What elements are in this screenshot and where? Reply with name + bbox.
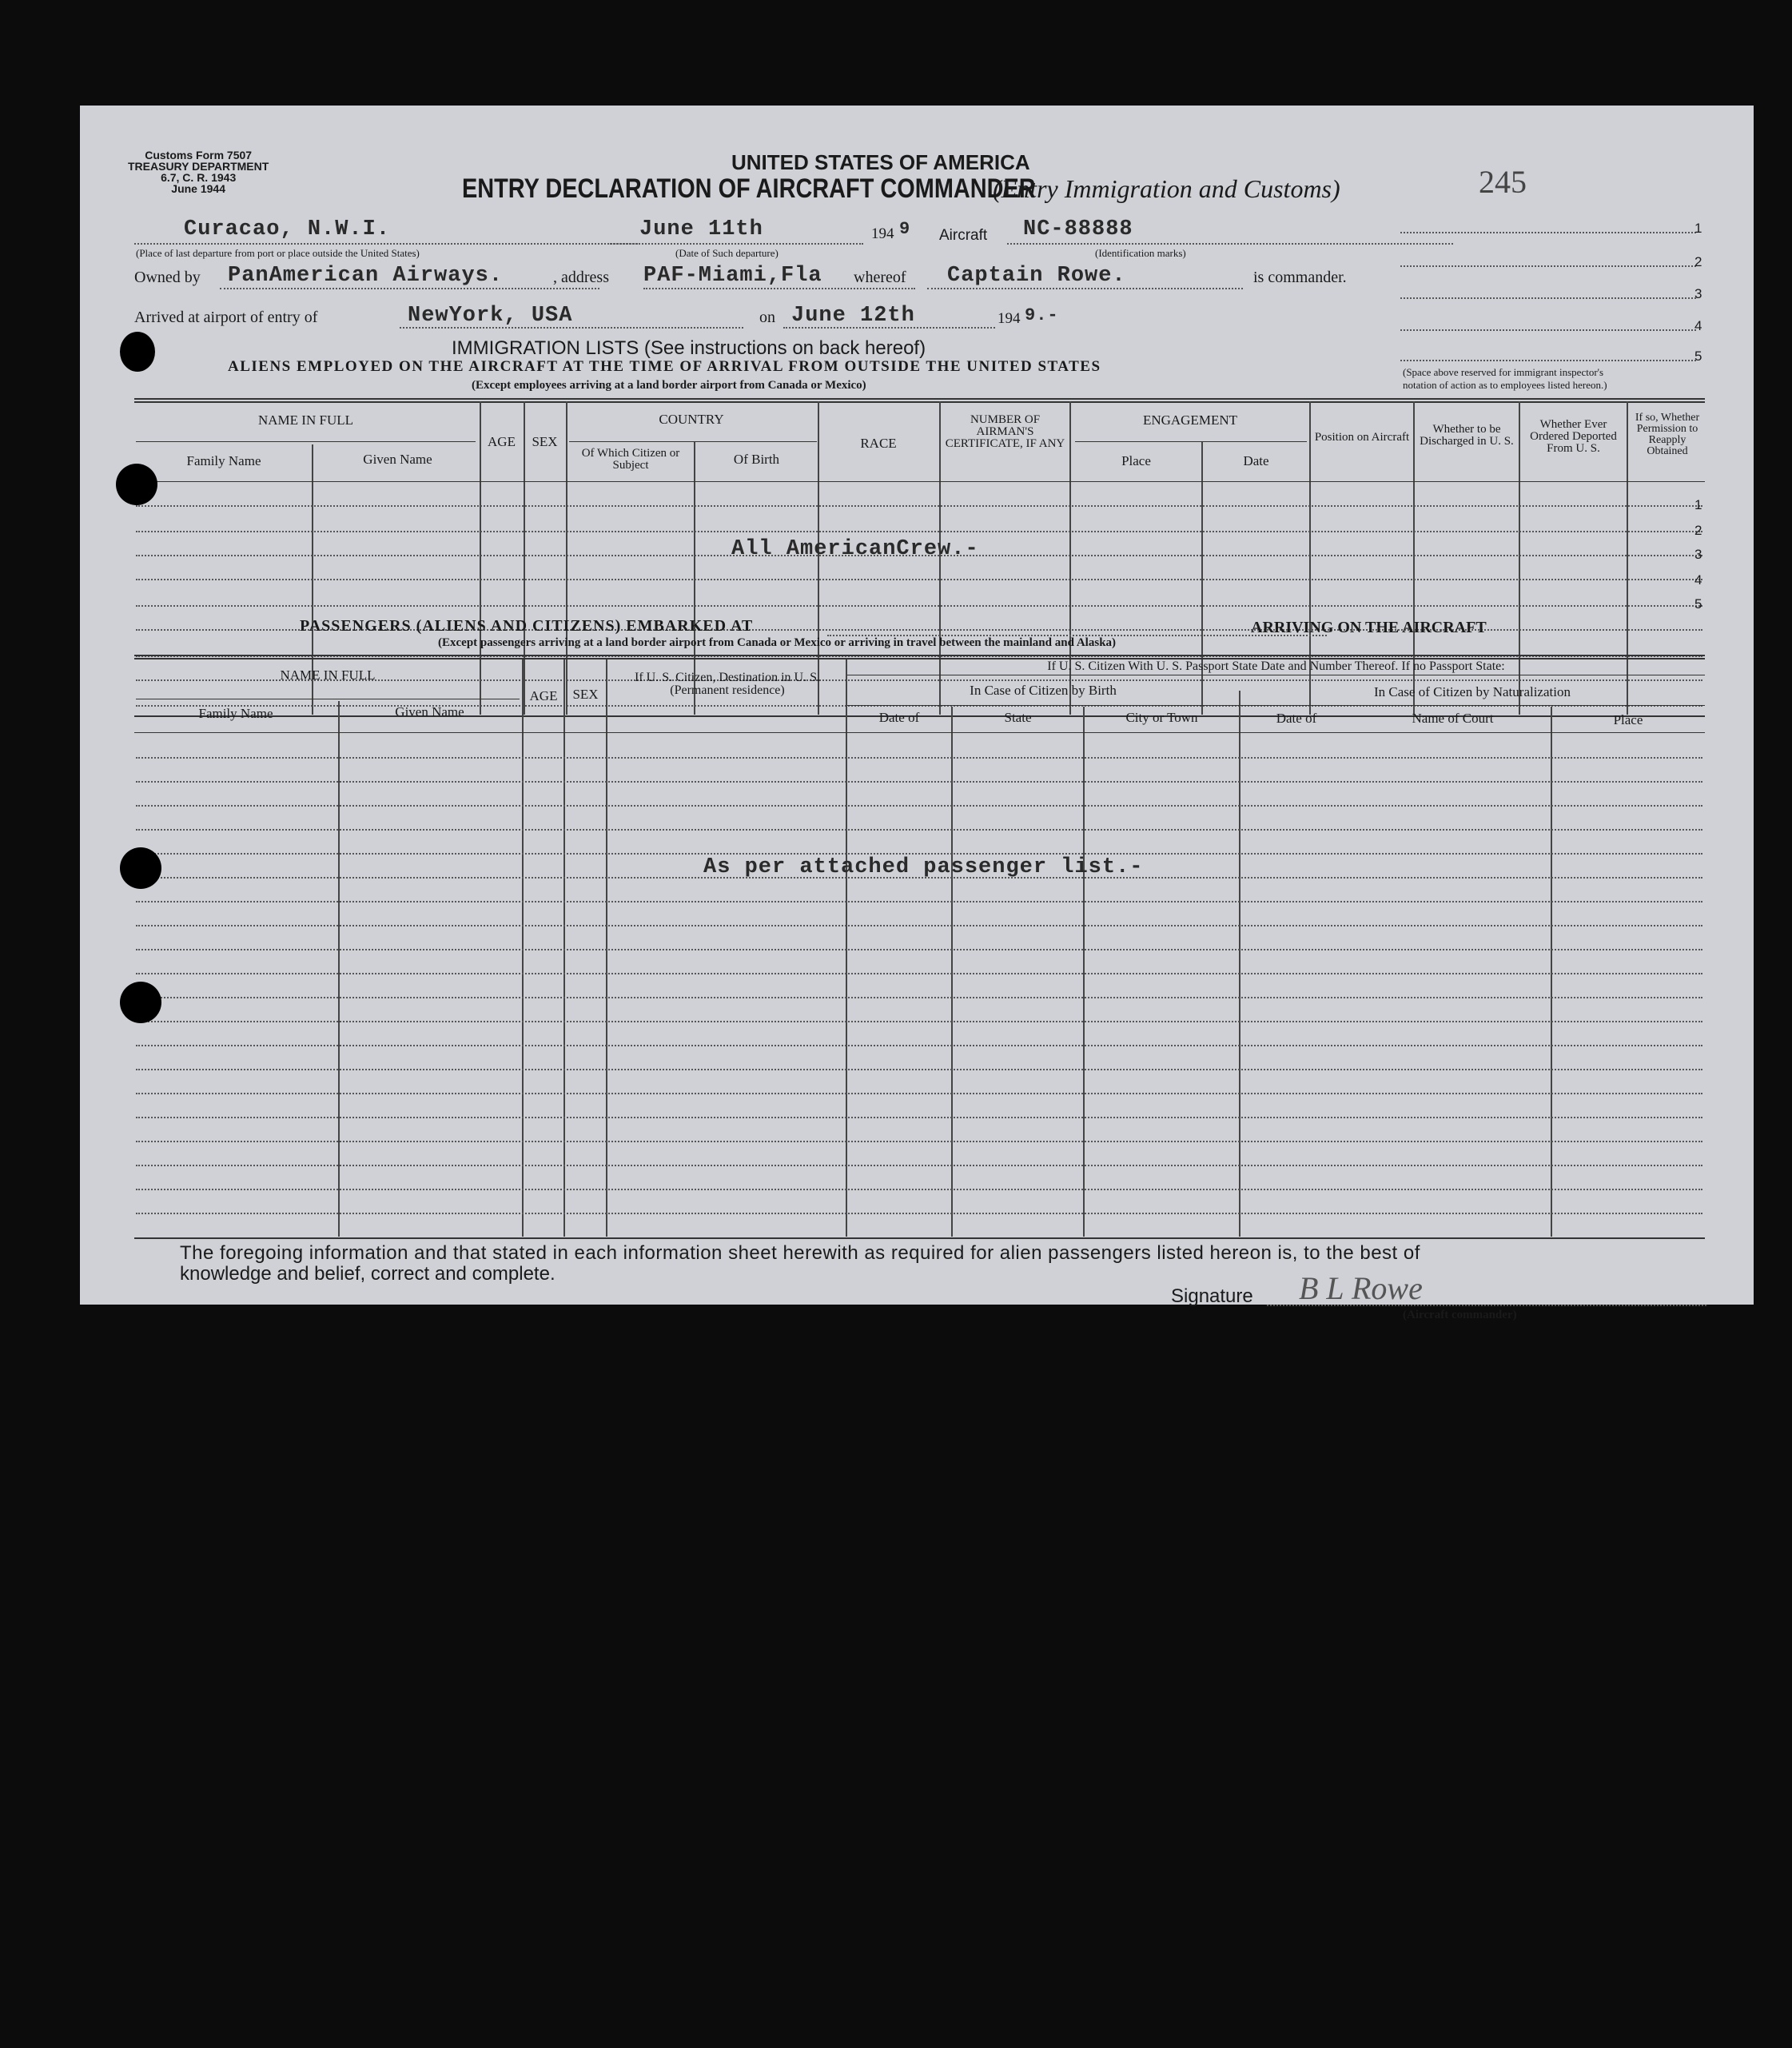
crew-header-deported: Whether Ever Ordered Deported From U. S. [1530,418,1617,455]
year-prefix: 194 [871,225,894,242]
address-label: , address [553,269,609,286]
crew-header-country: COUNTRY [659,412,724,427]
pass-header-state: State [1004,710,1032,725]
signature-caption: (Aircraft commander) [1403,1309,1517,1321]
crew-row-number: 1 [1694,497,1702,512]
pass-header-naturalization: In Case of Citizen by Naturalization [1374,684,1571,699]
owner: PanAmerican Airways. [228,264,504,288]
inspector-note-line: notation of action as to employees listed hereon.) [1403,379,1607,391]
punch-hole [120,332,155,372]
departure-place-caption: (Place of last departure from port or place outside the United States) [136,247,420,259]
form-sheet [80,106,1754,1321]
crew-header-date: Date [1243,453,1269,468]
arrival-date: June 12th [791,304,915,328]
pass-header-destination: If U. S. Citizen, Destination in U. S. (Permanent residence) [635,671,820,697]
on-label: on [759,309,775,326]
crew-row-number: 5 [1694,596,1702,612]
punch-hole [120,847,161,889]
year-suffix: 9 [899,219,911,239]
inspector-note [1403,366,1607,392]
pass-header-passport: If U. S. Citizen With U. S. Passport State Date and Number Thereof. If no Passport State: [1047,659,1505,673]
pass-header-court: Name of Court [1412,711,1494,726]
form-info [128,149,269,194]
passenger-entry: As per attached passenger list.- [703,855,1144,879]
arrival-airport: NewYork, USA [408,304,573,328]
crew-row-number: 2 [1694,523,1702,538]
crew-header-family: Family Name [186,453,261,468]
crew-header-name: NAME IN FULL [258,412,353,428]
pass-header-date-of: Date of [878,710,920,725]
departure-date: June 11th [639,217,763,241]
passengers-note: (Except passengers arriving at a land border airport from Canada or Mexico or arriving in travel between the mainland and Alaska) [438,636,1117,649]
owner-address: PAF-Miami,Fla [643,264,822,288]
commander-name: Captain Rowe. [947,264,1126,288]
crew-header-given: Given Name [363,452,432,467]
crew-header-place: Place [1121,453,1151,468]
crew-header-race: RACE [860,436,897,451]
pass-header-by-birth: In Case of Citizen by Birth [970,683,1117,698]
aircraft-caption: (Identification marks) [1095,247,1186,259]
pass-header-place: Place [1613,712,1643,727]
page-number: 245 [1479,164,1527,200]
crew-entry: All AmericanCrew.- [731,537,979,561]
signature-label: Signature [1171,1285,1253,1307]
immigration-title: IMMIGRATION LISTS (See instructions on back hereof) [452,337,926,359]
pass-header-age: AGE [529,688,558,703]
arrival-year-prefix: 194 [998,310,1021,327]
reserved-line-number: 1 [1694,221,1702,236]
crew-header-citizen-of: Of Which Citizen or Subject [581,447,680,472]
title-country: UNITED STATES OF AMERICA [731,150,1030,174]
pass-header-city: City or Town [1125,710,1198,725]
punch-hole [120,982,161,1023]
aircraft-label: Aircraft [939,227,988,244]
reserved-line-number: 3 [1694,286,1702,301]
crew-header-age: AGE [488,434,516,449]
reserved-line-number: 5 [1694,349,1702,364]
crew-header-birth: Of Birth [733,452,780,467]
signature: B L Rowe [1299,1270,1423,1306]
title-sub: (Entry Immigration and Customs) [993,174,1340,203]
crew-header-sex: SEX [532,434,558,449]
crew-row-number: 3 [1694,547,1702,562]
reserved-line-number: 2 [1694,254,1702,269]
whereof-label: whereof [854,269,906,286]
declaration-text-2: knowledge and belief, correct and complete. [180,1263,556,1285]
arrived-label: Arrived at airport of entry of [134,309,318,326]
form-info-line: June 1944 [171,182,226,195]
form-info-line: TREASURY DEPARTMENT [128,160,269,173]
crew-header-discharged: Whether to be Discharged in U. S. [1420,423,1514,448]
inspector-note-line: (Space above reserved for immigrant inspector's [1403,366,1604,378]
passengers-arriving: ARRIVING ON THE AIRCRAFT [1251,619,1487,636]
pass-header-name: NAME IN FULL [280,667,376,683]
form-info-line: Customs Form 7507 [145,149,253,161]
immigration-subtitle: ALIENS EMPLOYED ON THE AIRCRAFT AT THE TIME OF ARRIVAL FROM OUTSIDE THE UNITED STATES [228,358,1101,375]
pass-header-given: Given Name [395,704,464,719]
immigration-note: (Except employees arriving at a land border airport from Canada or Mexico) [472,379,866,392]
crew-header-reapply: If so, Whether Permission to Reapply Obtained [1635,412,1700,457]
title-main-text: ENTRY DECLARATION OF AIRCRAFT COMMANDER [462,173,1036,204]
departure-place: Curacao, N.W.I. [184,217,391,241]
owned-label: Owned by [134,269,201,286]
passengers-title: PASSENGERS (ALIENS AND CITIZENS) EMBARKED AT [300,617,754,635]
departure-date-caption: (Date of Such departure) [675,247,779,259]
crew-header-certificate: NUMBER OF AIRMAN'S CERTIFICATE, IF ANY [945,413,1065,450]
punch-hole [116,464,157,505]
pass-header-date-of-2: Date of [1276,711,1317,726]
pass-header-family: Family Name [198,706,273,721]
arrival-year-suffix: 9.- [1025,305,1059,325]
declaration-text: The foregoing information and that stated in each information sheet herewith as required for alien passengers listed hereon is, to the best of [180,1242,1420,1264]
crew-row-number: 4 [1694,572,1702,588]
commander-suffix: is commander. [1253,269,1347,286]
aircraft-id: NC-88888 [1023,217,1133,241]
crew-header-engagement: ENGAGEMENT [1142,412,1238,428]
pass-header-sex: SEX [572,687,599,702]
form-info-line: 6.7, C. R. 1943 [161,171,237,184]
reserved-line-number: 4 [1694,318,1702,333]
crew-header-position: Position on Aircraft [1314,431,1410,444]
